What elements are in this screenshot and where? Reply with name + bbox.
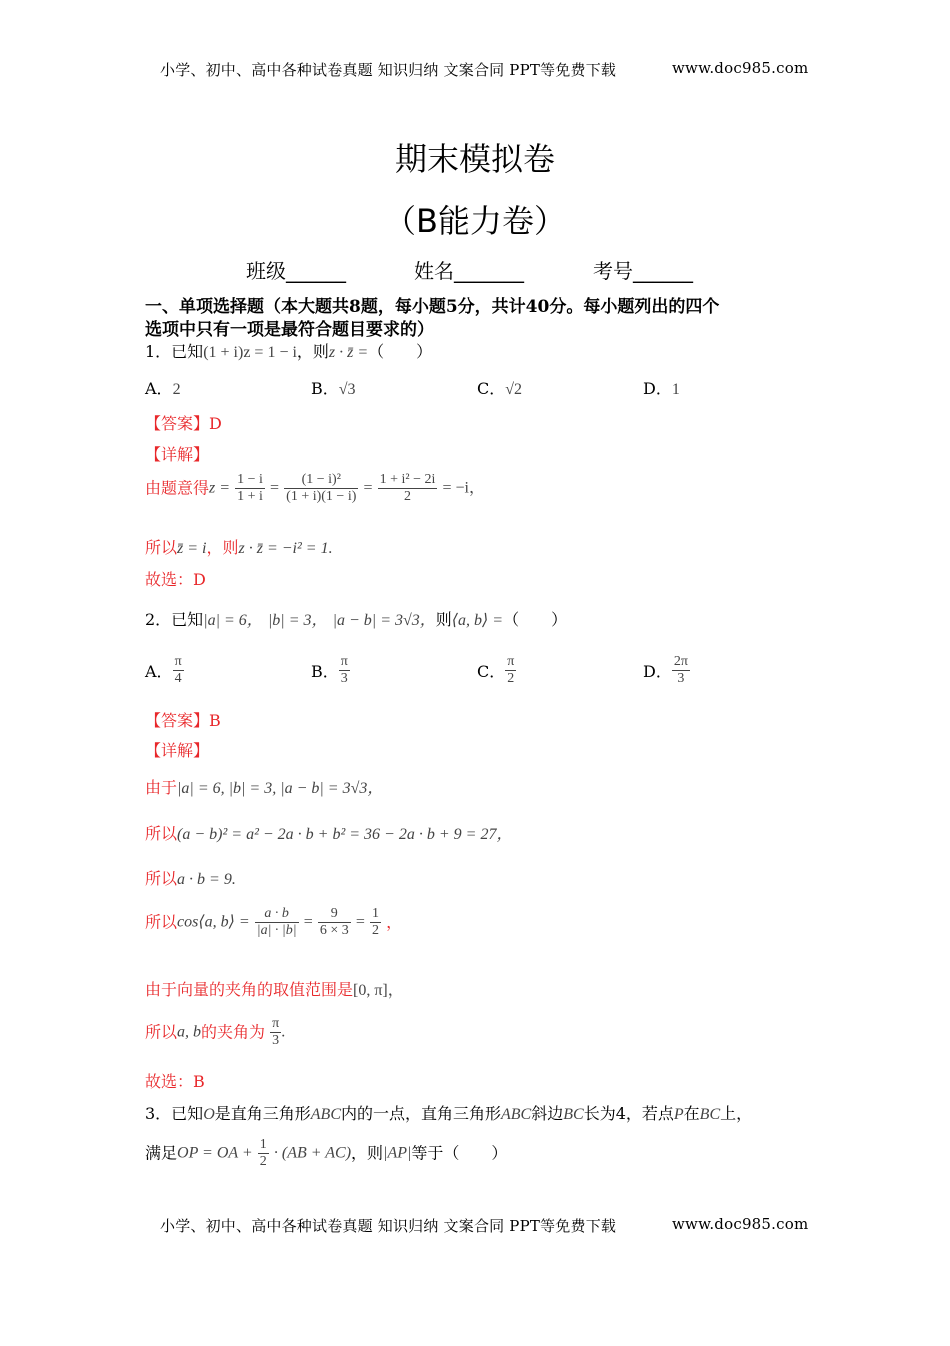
fraction-num: 1 <box>259 1137 267 1152</box>
step-text: 所以 <box>145 538 178 557</box>
step-math: [0, π]， <box>353 982 404 999</box>
q1-expression: z · z̄ = <box>328 344 369 361</box>
step-text: 所以 <box>145 912 178 932</box>
q2-cond-1: |a| = 6， <box>203 612 263 629</box>
step-text: 由于向量的夹角的取值范围是 <box>145 980 354 999</box>
q2-stem <box>145 607 567 630</box>
step-end: . <box>281 1023 286 1041</box>
section-heading-line1: 一、单项选择题（本大题共8题，每小题5分，共计40分。每小题列出的四个 <box>145 297 720 317</box>
q1-stem <box>145 339 432 362</box>
fraction-pi-3 <box>270 1016 281 1049</box>
q3-side: BC <box>563 1106 584 1123</box>
step-math: a, b <box>177 1023 202 1041</box>
fraction-1 <box>235 472 265 505</box>
q2-option-d[interactable] <box>643 654 690 687</box>
q1-detail-label: 【详解】 <box>145 445 210 464</box>
fraction-num: 1 − i <box>237 472 263 487</box>
q2-solution-step2 <box>145 821 512 844</box>
q2-number: 2．已知 <box>145 610 204 629</box>
option-fraction <box>505 654 516 687</box>
q1-answer <box>145 411 222 434</box>
step-text: 所以 <box>145 824 178 843</box>
step-end: = −i， <box>442 479 485 497</box>
q2-solution-step3 <box>145 866 236 889</box>
name-field: 姓名_______ <box>414 259 524 283</box>
option-label: A． <box>145 662 173 681</box>
q2-cond-4: ⟨a, b⟩ = <box>451 612 504 629</box>
step-end: ， <box>386 912 403 932</box>
fraction-den: 2 <box>403 489 411 504</box>
step-text: ，则 <box>206 538 239 557</box>
option-label: B． <box>311 379 339 398</box>
fraction-den: 4 <box>174 671 182 686</box>
q3-text: 在 <box>683 1104 700 1123</box>
section-heading-line2: 选项中只有一项是最符合题目要求的） <box>145 320 434 340</box>
step-math: (a − b)² = a² − 2a · b + b² = 36 − 2a · b + 9 = 27， <box>177 826 513 843</box>
fraction-num: π <box>174 654 182 669</box>
q3-math: OP = OA + <box>177 1144 253 1162</box>
step-text: 由题意得 <box>145 478 210 498</box>
q3-stem-line2 <box>145 1137 507 1170</box>
option-label: C． <box>477 662 506 681</box>
q3-triangle: ABC <box>310 1106 341 1123</box>
fraction-num: π <box>340 654 348 669</box>
option-label: D． <box>643 662 672 681</box>
q3-text: 上， <box>720 1104 753 1123</box>
fraction-2 <box>318 906 351 939</box>
option-value: 2 <box>172 381 181 398</box>
q3-point-o: O <box>203 1106 215 1123</box>
option-label: A． <box>145 379 173 398</box>
fraction-den: (1 + i)(1 − i) <box>286 489 357 504</box>
option-fraction <box>339 654 350 687</box>
q3-text: 内的一点，直角三角形 <box>340 1104 501 1123</box>
number-field: 考号______ <box>593 259 693 283</box>
q3-text: 斜边 <box>531 1104 564 1123</box>
class-field: 班级______ <box>246 259 346 283</box>
fraction-den: 2 <box>371 923 379 938</box>
step-text: 由于 <box>145 778 178 797</box>
fraction-den: 2 <box>259 1154 267 1169</box>
fraction-den: 2 <box>507 671 515 686</box>
q3-math: |AP| <box>383 1144 412 1162</box>
fraction-num: a · b <box>255 906 299 923</box>
q3-stem-line1 <box>145 1101 752 1124</box>
step-math: cos⟨a, b⟩ = <box>177 913 250 931</box>
q2-detail-label: 【详解】 <box>145 741 210 760</box>
q2-option-a[interactable] <box>145 654 184 687</box>
q3-text: 满足 <box>145 1143 178 1163</box>
option-fraction <box>672 654 690 687</box>
option-value: √2 <box>505 381 523 398</box>
fraction-num: π <box>272 1016 280 1031</box>
fraction-den: |a| · |b| <box>256 923 297 938</box>
fraction-den: 3 <box>677 671 685 686</box>
fraction-den: 6 × 3 <box>319 923 349 938</box>
fraction-num: 9 <box>318 906 351 923</box>
fraction-den: 1 + i <box>237 489 263 504</box>
q1-mid: ，则 <box>296 342 329 361</box>
q1-option-a[interactable] <box>145 376 181 399</box>
q1-number: 1．已知 <box>145 342 204 361</box>
step-math: |a| = 6, |b| = 3, |a − b| = 3√3， <box>177 780 384 797</box>
answer-value: D <box>209 414 222 433</box>
q2-choice: 故选：B <box>145 1072 205 1091</box>
q1-option-b[interactable] <box>311 376 356 399</box>
footer-text: 小学、初中、高中各种试卷真题 知识归纳 文案合同 PPT等免费下载 <box>160 1217 617 1235</box>
header-text: 小学、初中、高中各种试卷真题 知识归纳 文案合同 PPT等免费下载 <box>160 61 617 79</box>
q2-solution-step6 <box>145 1016 285 1049</box>
q2-solution-step5 <box>145 977 404 1000</box>
q3-text: ，则 <box>351 1143 384 1163</box>
option-value: √3 <box>338 381 356 398</box>
q3-number: 3．已知 <box>145 1104 204 1123</box>
q3-text: 等于（ ） <box>411 1143 508 1163</box>
q1-condition: (1 + i)z = 1 − i <box>203 344 297 361</box>
q3-side: BC <box>699 1106 721 1123</box>
header-url[interactable]: www.doc985.com <box>672 59 809 77</box>
answer-label: 【答案】 <box>145 414 210 433</box>
step-math: z = <box>209 479 231 497</box>
q3-triangle: ABC <box>501 1106 532 1123</box>
fraction-num: 1 + i² − 2i <box>379 472 436 487</box>
q1-solution-step2 <box>145 535 333 558</box>
option-label: D． <box>643 379 672 398</box>
fraction-3 <box>378 472 438 505</box>
fraction-3 <box>370 906 381 939</box>
q1-option-c[interactable] <box>477 376 522 399</box>
step-math: z̄ = i <box>177 540 207 557</box>
fraction-den: 3 <box>340 671 348 686</box>
page-subtitle: （B能力卷） <box>384 202 566 240</box>
q3-point-p: P <box>673 1106 684 1123</box>
step-text: 的夹角为 <box>201 1022 266 1042</box>
fraction-half <box>258 1137 269 1170</box>
q2-answer <box>145 708 221 731</box>
fraction-den: 3 <box>272 1033 280 1048</box>
answer-value: B <box>209 711 221 730</box>
q2-cond-3: |a − b| = 3√3， <box>332 612 436 629</box>
option-label: C． <box>477 379 506 398</box>
fraction-num: π <box>507 654 515 669</box>
q2-option-c[interactable] <box>477 654 516 687</box>
fraction-num: 2π <box>673 654 688 669</box>
option-fraction <box>173 654 184 687</box>
q3-text: 长为4，若点 <box>583 1104 674 1123</box>
option-value: 1 <box>671 381 680 398</box>
q1-solution-step1: 由题意得z = $\frac{1 - i}{1 + i}$ = $\frac{\text{(1 − i)²}}{(1 + i)(1 - i)}$ = $\frac{\text{1 + i² − 2i}}{2}$ = −i， <box>145 472 485 504</box>
q2-solution-step1 <box>145 775 383 798</box>
page-title: 期末模拟卷 <box>394 140 555 178</box>
q2-option-b[interactable] <box>311 654 350 687</box>
fraction-num: 1 <box>371 906 379 921</box>
fraction-num: (1 − i)² <box>284 472 358 489</box>
fraction-2 <box>284 472 358 505</box>
q2-solution-step4: 所以cos⟨a, b⟩ = $\frac{a \cdot b}{|a| \cdot |b|}$ = $\frac{9}{6 \times 3}$ = $\frac{1}{2}$ ， <box>145 906 403 938</box>
answer-label: 【答案】 <box>145 711 210 730</box>
option-label: B． <box>311 662 339 681</box>
footer-url[interactable]: www.doc985.com <box>672 1215 809 1233</box>
q1-option-d[interactable] <box>643 376 680 399</box>
step-math: z · z̄ = −i² = 1. <box>238 540 333 557</box>
q2-mid: 则 <box>435 610 452 629</box>
q1-paren: （ ） <box>368 342 433 361</box>
step-math: a · b = 9. <box>177 871 236 888</box>
q1-choice: 故选：D <box>145 570 206 589</box>
step-text: 所以 <box>145 869 178 888</box>
step-text: 所以 <box>145 1022 178 1042</box>
q2-cond-2: |b| = 3， <box>267 612 328 629</box>
q3-math: · (AB + AC) <box>273 1144 352 1162</box>
q2-paren: （ ） <box>503 610 568 629</box>
fraction-1 <box>255 906 299 939</box>
q3-text: 是直角三角形 <box>214 1104 311 1123</box>
